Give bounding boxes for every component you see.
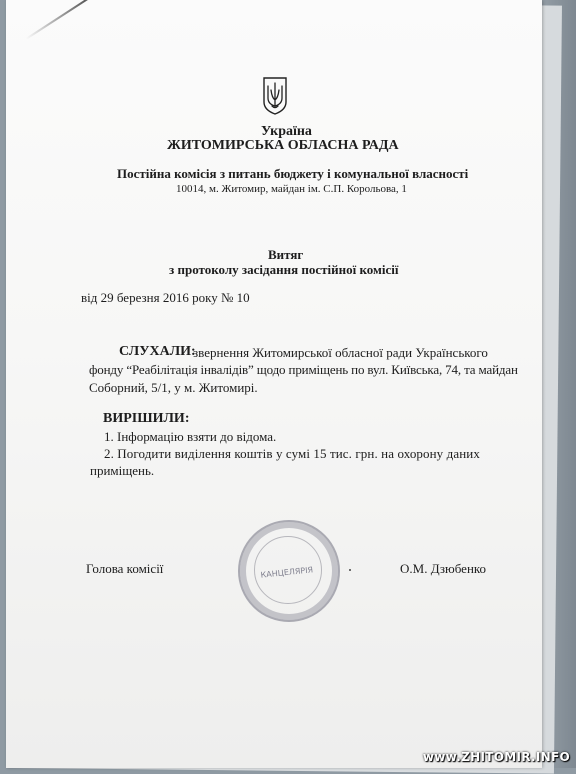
decision-item-2-line-2: приміщень. [90, 463, 155, 478]
heard-line-1: звернення Житомирської обласної ради Українського [193, 345, 488, 360]
protocol-date: від 29 березня 2016 року № 10 [81, 290, 250, 305]
doc-title: Витяг [268, 247, 304, 262]
doc-subtitle: з протоколу засідання постійної комісії [169, 262, 399, 277]
signature-mark [349, 569, 351, 571]
heard-line-2: фонду “Реабілітація інвалідів” щодо приміщень по вул. Київська, 74, та майдан [89, 362, 518, 377]
committee-address: 10014, м. Житомир, майдан ім. С.П. Корольова, 1 [176, 183, 407, 195]
decision-item-2-line-1: 2. Погодити виділення коштів у сумі 15 тис. грн. на охорону даних [104, 446, 480, 461]
committee-name: Постійна комісія з питань бюджету і комунальної власності [117, 166, 469, 181]
signature-position: Голова комісії [86, 561, 164, 576]
heard-line-3: Соборний, 5/1, у м. Житомирі. [89, 380, 258, 395]
decision-item-1: 1. Інформацію взяти до відома. [104, 429, 277, 444]
trident-coat-of-arms-icon [261, 76, 289, 116]
signature-name: О.М. Дзюбенко [400, 561, 487, 576]
country-name: Україна [261, 124, 312, 139]
site-watermark: www.ZHITOMIR.INFO [422, 750, 570, 764]
council-name: ЖИТОМИРСЬКА ОБЛАСНА РАДА [167, 138, 399, 153]
office-stamp-text: КАНЦЕЛЯРІЯ [260, 565, 314, 580]
decided-label: ВИРІШИЛИ: [103, 411, 190, 426]
heard-label: СЛУХАЛИ: [119, 344, 196, 359]
